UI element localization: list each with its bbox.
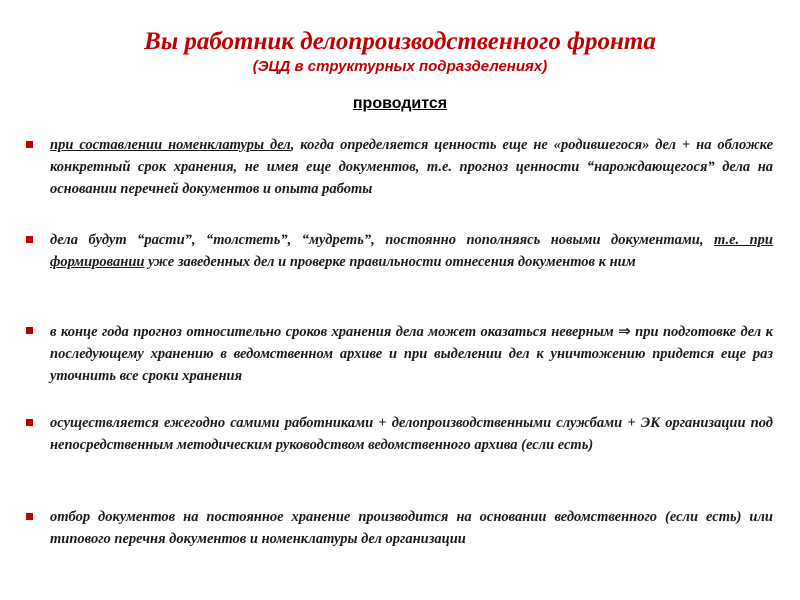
bullet-3-text-end: при подготовке дел к последующему хранению в ведомственном архиве и при выделении дел к уничтожению придется еще раз уточнить все сроки хранения — [50, 324, 773, 384]
bullet-item-3 — [50, 320, 773, 387]
bullet-3-text-start: в конце года прогноз относительно сроков хранения дела может оказаться неверным — [50, 324, 619, 340]
bullet-1-underlined-text: при составлении номенклатуры дел — [50, 137, 291, 153]
bullet-5-text: отбор документов на постоянное хранение производится на основании ведомственного (если есть) или типового перечня документов и номенклатуры дел организации — [50, 509, 773, 547]
bullet-square-icon — [26, 236, 33, 243]
slide-title: Вы работник делопроизводственного фронта — [144, 28, 656, 55]
bullet-item-1 — [50, 134, 773, 200]
slide-subtitle: (ЭЦД в структурных подразделениях) — [252, 58, 548, 75]
bullet-1-text: , когда определяется ценность еще не «родившегося» дел + на обложке конкретный срок хранения, не имея еще документов, т.е. прогноз ценности “нарождающегося” дела на основании перечней документов и опыта работы — [50, 137, 773, 197]
section-heading: проводится — [352, 95, 448, 112]
bullet-square-icon — [26, 513, 33, 520]
double-arrow-icon: ⇒ — [618, 322, 631, 340]
bullet-item-2 — [50, 229, 773, 273]
bullet-2-text-start: дела будут “расти”, “толстеть”, “мудреть”, постоянно пополняясь новыми документами, — [50, 232, 714, 248]
bullet-square-icon — [26, 327, 33, 334]
bullet-4-text: осуществляется ежегодно самими работниками + делопроизводственными службами + ЭК организации под непосредственным методическим руководством ведомственного архива (если есть) — [50, 415, 773, 453]
bullet-item-5 — [50, 506, 773, 550]
bullet-item-4 — [50, 412, 773, 456]
bullet-square-icon — [26, 141, 33, 148]
bullet-2-text-end: уже заведенных дел и проверке правильности отнесения документов к ним — [144, 254, 636, 270]
bullet-square-icon — [26, 419, 33, 426]
bullet-2-underlined-text: т.е. при формировании — [50, 232, 773, 270]
